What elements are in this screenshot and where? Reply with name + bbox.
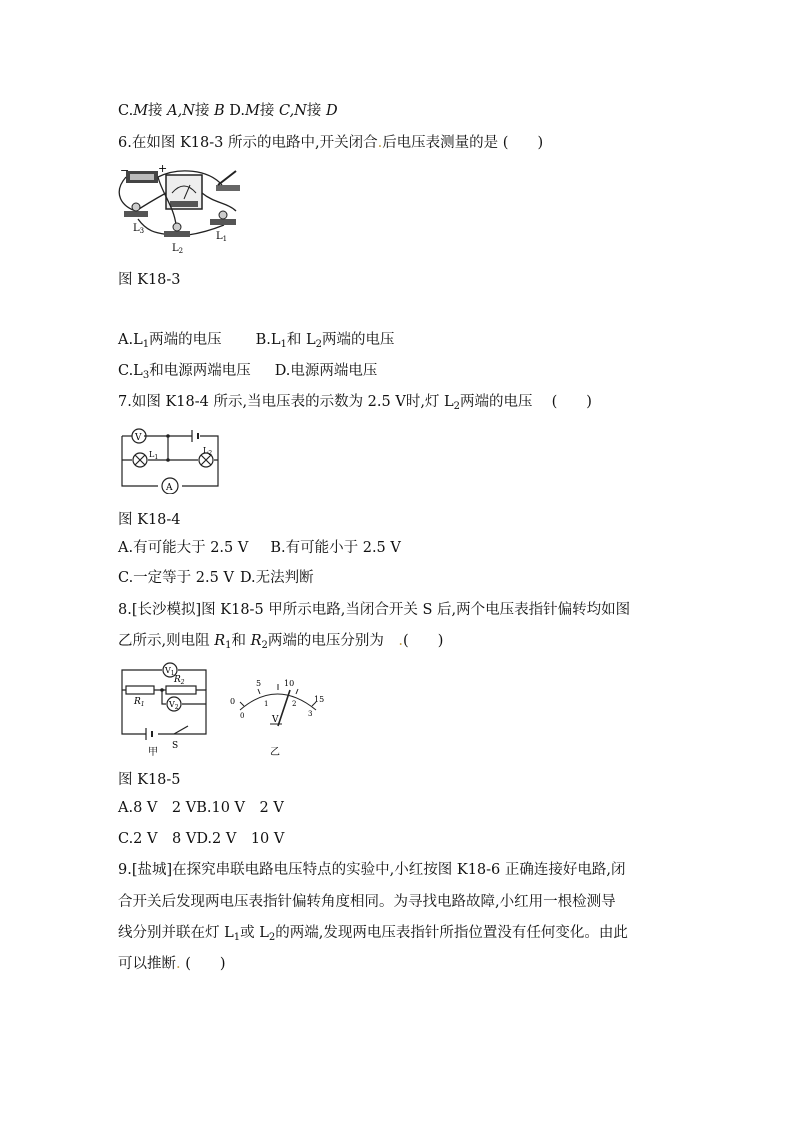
q5-options-cd: C.M接 A,N接 B D.M接 C,N接 D: [118, 103, 338, 119]
q6-stem: 6.在如图 K18-3 所示的电路中,开关闭合.后电压表测量的是 ( ): [118, 135, 544, 151]
scale-top-5: 5: [256, 679, 262, 688]
q9-line4: 可以推断. ( ): [118, 956, 226, 972]
bulb-l1-base: [210, 219, 236, 225]
q7-options-ab: A.有可能大于 2.5 V B.有可能小于 2.5 V: [118, 540, 401, 556]
bulb-l3: [132, 203, 140, 211]
bulb-l1: [219, 211, 227, 219]
figure-k18-5-yi: [222, 668, 332, 760]
stray-mark: .: [377, 135, 383, 151]
figure-k18-3: [118, 163, 248, 260]
q6-options-cd: $C.L_3$和电源两端电压 D.电源两端电压: [118, 363, 378, 381]
meter-needle: [278, 690, 290, 726]
battery-cell: [130, 174, 154, 180]
bulb-l3-base: [124, 211, 148, 217]
bulb-l2-base: [164, 231, 190, 237]
switch-s: [174, 726, 188, 734]
q7-options-cd: C.一定等于 2.5 V D.无法判断: [118, 570, 314, 586]
q9-line3: 线分别并联在灯 $L_1$或 $L_2$的两端,发现两电压表指针所指位置没有任何变化。由此: [118, 925, 628, 943]
v2-label: $V_2$: [169, 700, 179, 711]
minus-sign: −: [120, 164, 130, 177]
q8-options-cd: C.2 V 8 VD.2 V 10 V: [118, 831, 285, 847]
plus-sign: +: [158, 163, 168, 175]
r1-label: $R_1$: [134, 697, 145, 708]
v1-label: $V_1$: [165, 666, 175, 677]
q9-line2: 合开关后发现两电压表指针偏转角度相同。为寻找电路故障,小红用一根检测导: [118, 894, 616, 910]
q8-stem-line1: 8.[长沙模拟]图 K18-5 甲所示电路,当闭合开关 S 后,两个电压表指针偏转均如图: [118, 602, 631, 618]
label-l3: $L_3$: [133, 223, 145, 235]
scale-bottom-2: 2: [292, 700, 297, 708]
bulb-l2: [173, 223, 181, 231]
q6-options-ab: $A.L_1$两端的电压 $B.L_1$和 $L_2$两端的电压: [118, 332, 395, 350]
meter-unit-label: V: [272, 715, 279, 725]
ammeter-label: A: [166, 483, 173, 493]
figure-k18-5-jia: [118, 662, 213, 757]
label-l2: $L_2$: [203, 446, 213, 457]
figure-k18-4: [118, 424, 223, 494]
q9-line1: 9.[盐城]在探究串联电路电压特点的实验中,小红按图 K18-6 正确连接好电路,闭: [118, 862, 626, 878]
label-l1: $L_1$: [216, 231, 228, 243]
scale-bottom-0: 0: [240, 712, 245, 720]
meter-arc: [240, 694, 316, 710]
q7-stem: 7.如图 K18-4 所示,当电压表的示数为 2.5 V时,灯 $L_2$两端的电压 ( ): [118, 394, 592, 412]
label-l2: $L_2$: [172, 243, 184, 255]
scale-top-0: 0: [230, 697, 236, 706]
resistor-r1: [126, 686, 154, 694]
scale-bottom-3: 3: [308, 710, 313, 718]
label-l1: $L_1$: [149, 450, 159, 461]
figure-caption-k18-5: 图 K18-5: [118, 772, 181, 788]
scale-top-15: 15: [314, 695, 325, 704]
figure-label-jia: 甲: [148, 747, 158, 757]
scale-bottom-1: 1: [264, 700, 269, 708]
switch-base: [216, 185, 240, 191]
scale-top-10: 10: [284, 679, 295, 688]
r2-label: $R_2$: [174, 675, 185, 686]
figure-label-yi: 乙: [270, 747, 280, 758]
figure-caption-k18-3: 图 K18-3: [118, 272, 181, 288]
voltmeter-terminals: [170, 201, 198, 207]
voltmeter-label: V: [135, 433, 142, 443]
figure-caption-k18-4: 图 K18-4: [118, 512, 181, 528]
resistor-r2: [166, 686, 196, 694]
meter-ticks: [240, 684, 316, 706]
switch-label: S: [172, 741, 179, 751]
q8-options-ab: A.8 V 2 VB.10 V 2 V: [118, 800, 284, 816]
q8-stem-line2: 乙所示,则电阻 $R_1$和 $R_2$两端的电压分别为 .( ): [118, 633, 444, 651]
